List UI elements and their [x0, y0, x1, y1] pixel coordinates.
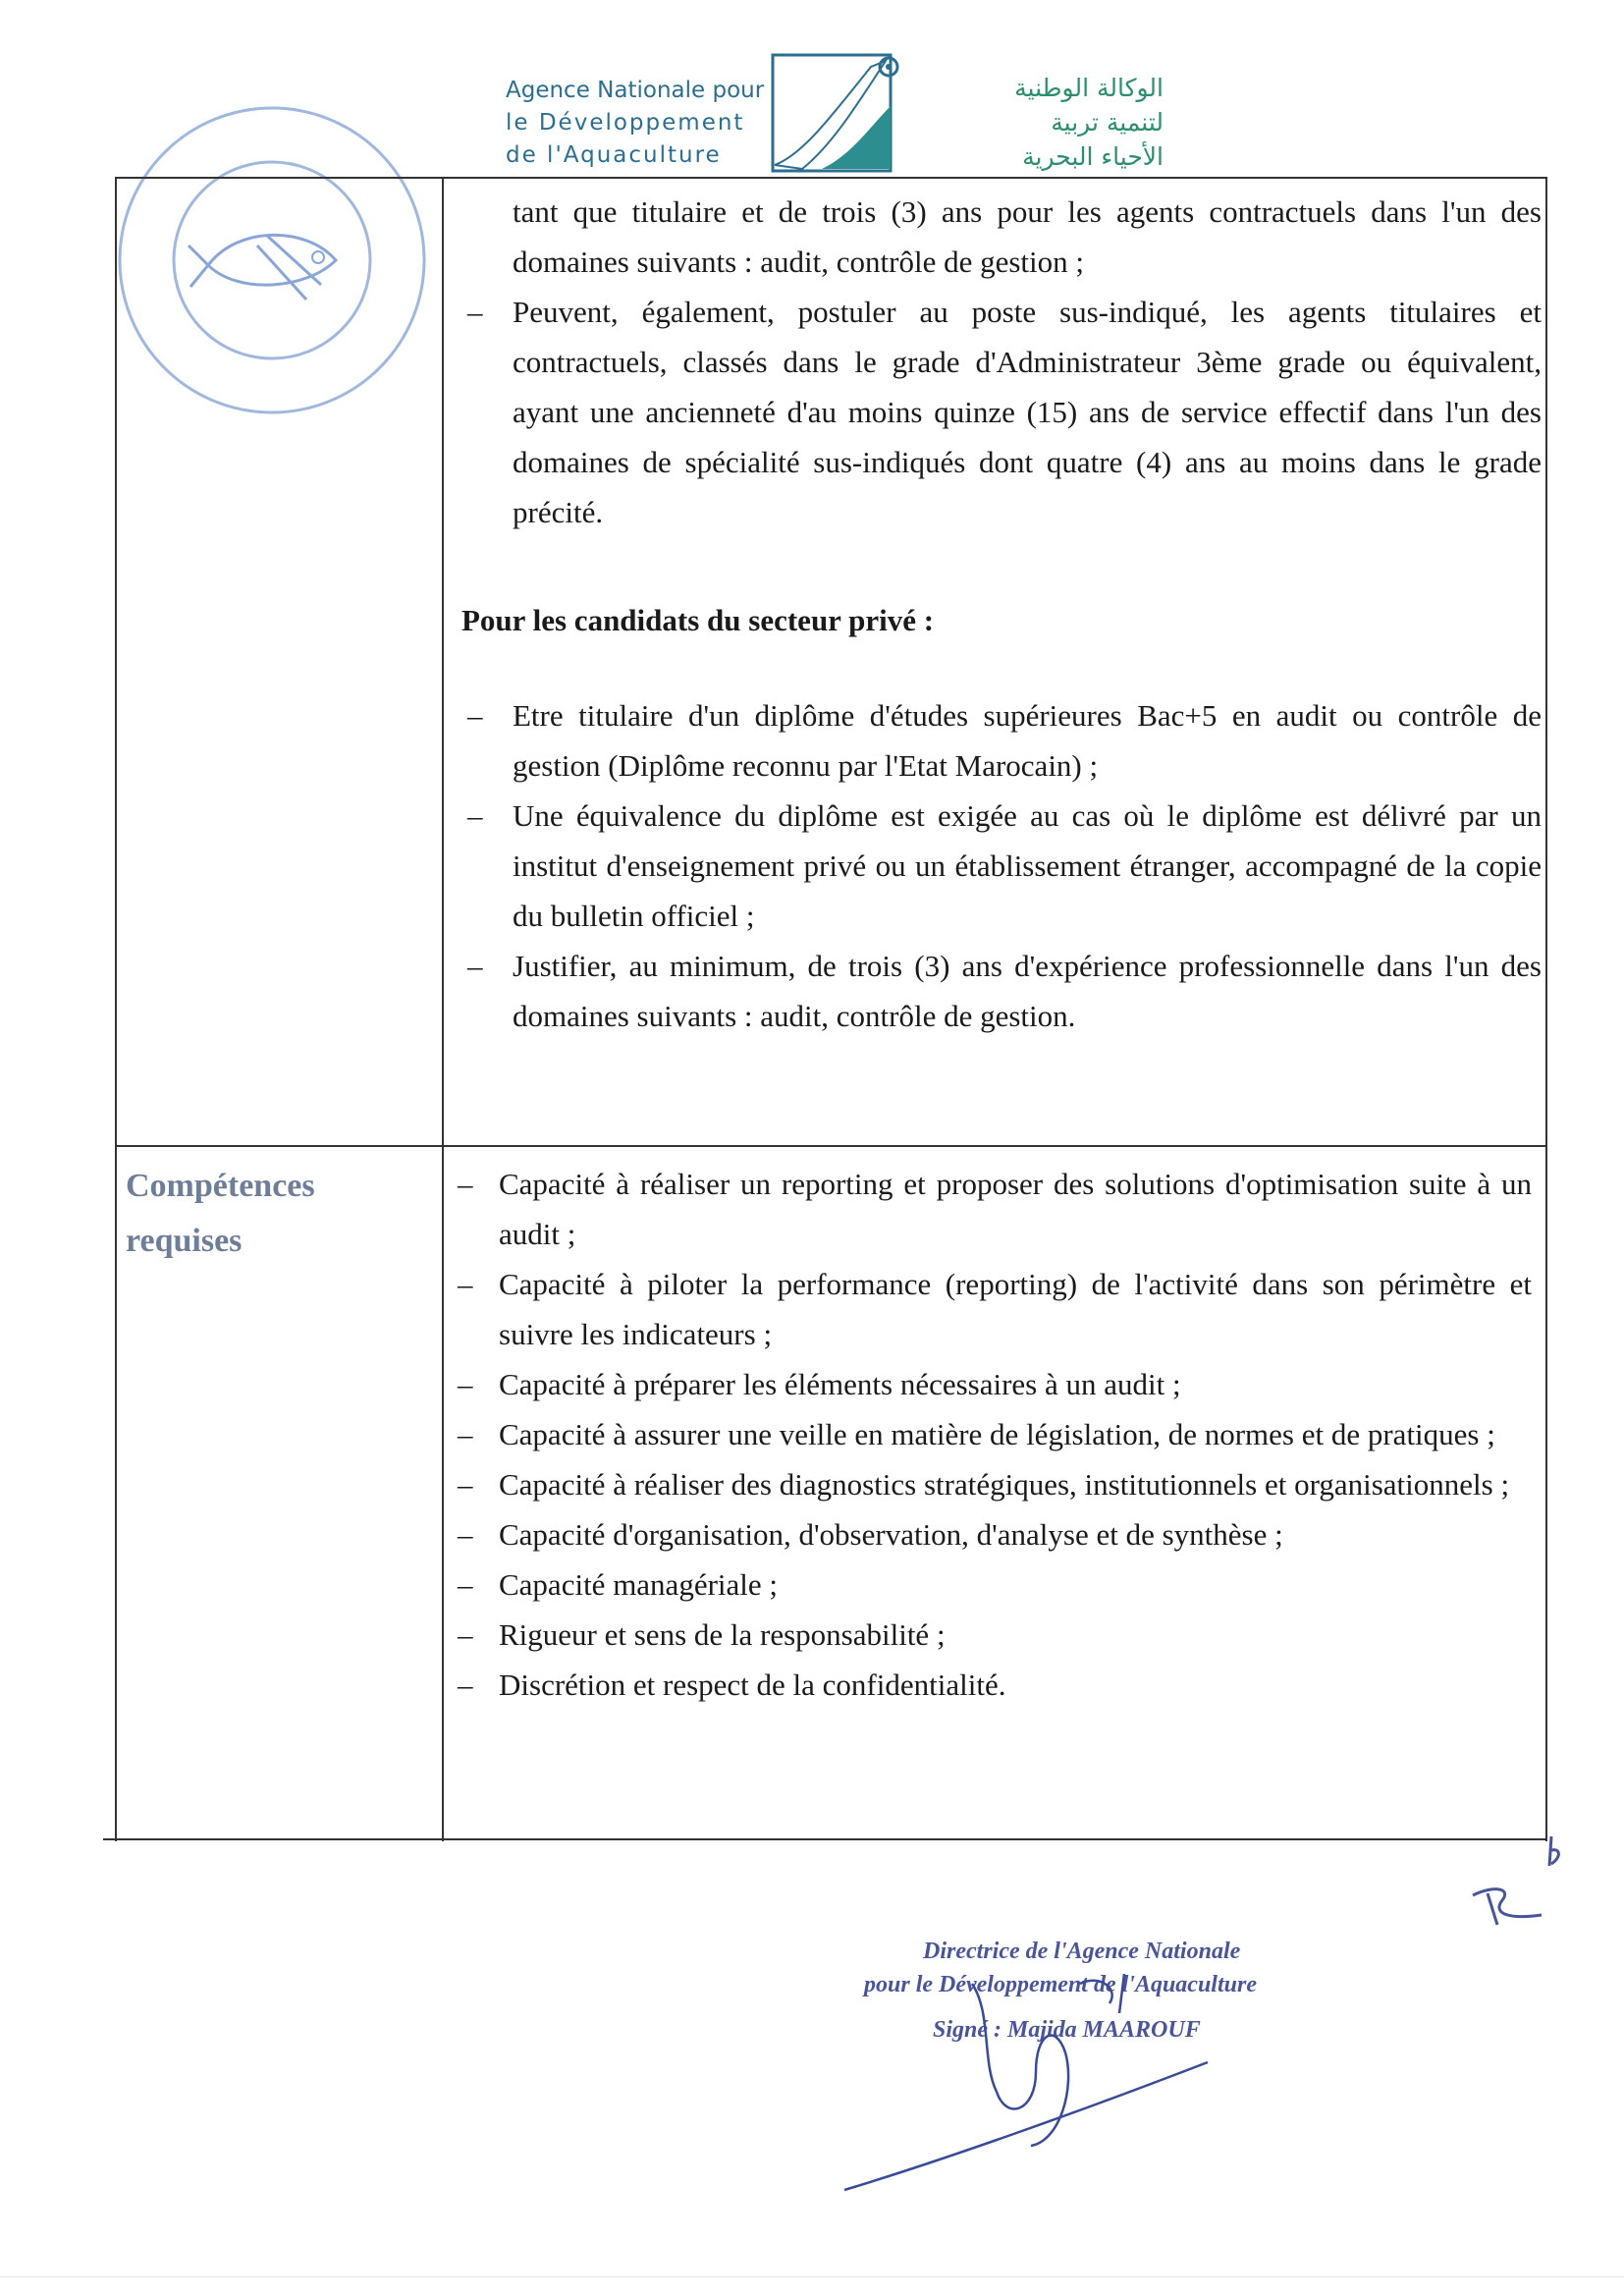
handwritten-signature-icon [825, 1915, 1335, 2210]
public-continuation-text: tant que titulaire et de trois (3) ans pour les agents contractuels dans l'un des domaines suivants : audit, contrôle de gestion ; [513, 194, 1542, 279]
spacer [461, 645, 1542, 690]
signatory-title-line-1: Directrice de l'Agence Nationale [923, 1939, 1241, 1964]
table-top-border [115, 177, 1547, 179]
list-item: – Une équivalence du diplôme est exigée au cas où le diplôme est délivré par un institut d'enseignement privé ou un établissement étranger, accompagné de la copie du bulletin officiel ; [461, 791, 1542, 941]
list-item: – Discrétion et respect de la confidentialité. [452, 1660, 1532, 1710]
logo-ar-line-1: الوكالة الوطنية [1014, 74, 1164, 102]
table-right-border [1545, 177, 1547, 1841]
competences-label [126, 1159, 315, 1269]
initials-signature-icon [1453, 1827, 1571, 1935]
signature-block [825, 1915, 1335, 2210]
fish-seal-icon [110, 98, 434, 422]
agency-logo [506, 47, 1183, 177]
logo-french-text [506, 75, 764, 172]
list-item: – Capacité à assurer une veille en matière de législation, de normes et de pratiques ; [452, 1409, 1532, 1459]
row1-content [461, 187, 1542, 1041]
list-item: – Capacité d'organisation, d'observation, d'analyse et de synthèse ; [452, 1509, 1532, 1559]
logo-fr-line-3: de l'Aquaculture [506, 142, 722, 168]
list-item: – Justifier, au minimum, de trois (3) ans d'expérience professionnelle dans l'un des domaines suivants : audit, contrôle de gestion. [461, 941, 1542, 1041]
logo-ar-line-3: الأحياء البحرية [1022, 142, 1164, 171]
page-bottom-rule [0, 2276, 1624, 2277]
list-item: – Rigueur et sens de la responsabilité ; [452, 1610, 1532, 1660]
table-column-divider [442, 177, 444, 1841]
agency-logo-wave-icon [763, 47, 910, 175]
table-left-border [115, 177, 117, 1841]
list-item: – Capacité à réaliser un reporting et proposer des solutions d'optimisation suite à un audit ; [452, 1159, 1532, 1259]
list-item: – Etre titulaire d'un diplôme d'études supérieures Bac+5 en audit ou contrôle de gestion (Diplôme reconnu par l'Etat Marocain) ; [461, 690, 1542, 791]
list-item: – Capacité à réaliser des diagnostics stratégiques, institutionnels et organisationnels ; [452, 1459, 1532, 1509]
spacer [461, 537, 1542, 587]
logo-fr-line-1: Agence Nationale pour [506, 78, 765, 103]
label-line-2: requises [126, 1223, 243, 1259]
list-item: – Capacité à piloter la performance (reporting) de l'activité dans son périmètre et suivre les indicateurs ; [452, 1259, 1532, 1359]
list-item: – Capacité à préparer les éléments nécessaires à un audit ; [452, 1359, 1532, 1409]
logo-fr-line-2: le Développement [506, 110, 745, 136]
row2-content [452, 1159, 1532, 1710]
list-item: – Peuvent, également, postuler au poste sus-indiqué, les agents titulaires et contractuels, classés dans le grade d'Administrateur 3ème grade ou équivalent, ayant une ancienneté d'au moins quinze (15) ans de service effectif dans l'un des domaines de spécialité sus-indiqués dont quatre (4) ans au moins dans le grade précité. [461, 287, 1542, 537]
signatory-name: Signé : Majida MAAROUF [933, 2017, 1201, 2043]
label-line-1: Compétences [126, 1168, 315, 1204]
list-item: – Capacité managériale ; [452, 1559, 1532, 1610]
private-sector-heading: Pour les candidats du secteur privé : [461, 603, 935, 637]
signatory-title-line-2: pour le Développement de l'Aquaculture [864, 1972, 1257, 1997]
table-bottom-border [103, 1838, 1547, 1840]
logo-arabic-text [918, 71, 1164, 174]
table-row-divider [115, 1145, 1547, 1147]
logo-ar-line-2: لتنمية تربية [1051, 108, 1164, 137]
